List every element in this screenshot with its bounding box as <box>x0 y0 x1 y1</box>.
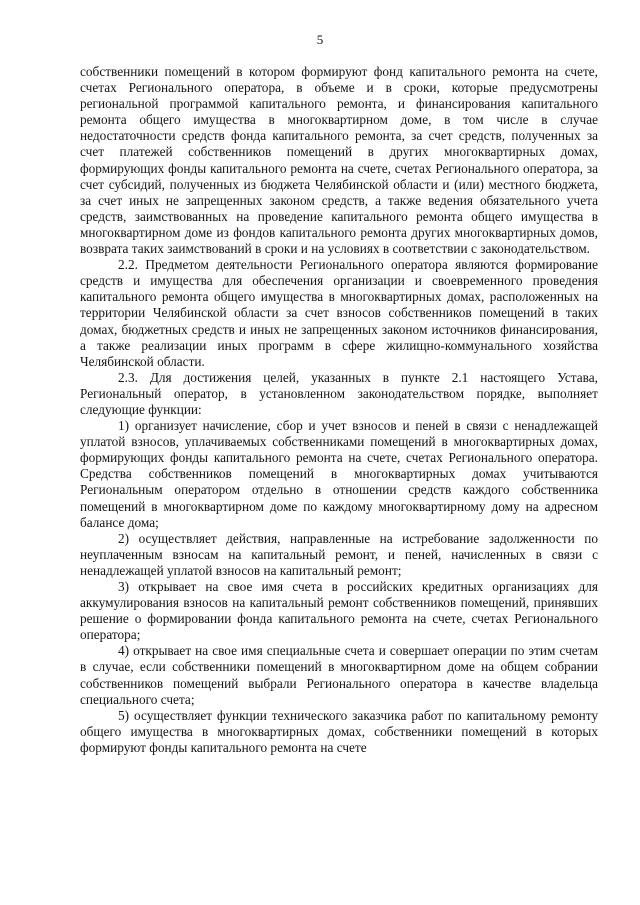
paragraph-continuation: собственники помещений в котором формируют фонд капитального ремонта на счете, счетах Регионального оператора, в объеме и в сроки, которые предусмотрены региональной программой капитального ремонта, и финансирования капитального ремонта общего имущества в многоквартирном доме, в том числе в случае недостаточности средств фонда капитального ремонта, за счет средств, полученных за счет платежей собственников помещений в других многоквартирных домах, формирующих фонды капитального ремонта на счете, счетах Регионального оператора, за счет субсидий, полученных из бюджета Челябинской области и (или) местного бюджета, за счет иных не запрещенных законом средств, а также ведения обязательного учета средств, заимствованных на проведение капитального ремонта общего имущества в многоквартирном доме из фондов капитального ремонта других многоквартирных домов, возврата таких заимствований в сроки и на условиях в соответствии с законодательством. <box>80 64 598 257</box>
paragraph-2-2: 2.2. Предметом деятельности Регионального оператора являются формирование средств и имущества для обеспечения организации и своевременного проведения капитального ремонта общего имущества в многоквартирных домах, расположенных на территории Челябинской области за счет взносов собственников помещений в таких домах, бюджетных средств и иных не запрещенных законом источников финансирования, а также реализации иных программ в сфере жилищно-коммунального хозяйства Челябинской области. <box>80 257 598 369</box>
document-body <box>80 64 598 756</box>
paragraph-2-3: 2.3. Для достижения целей, указанных в пункте 2.1 настоящего Устава, Региональный оператор, в установленном законодательством порядке, выполняет следующие функции: <box>80 369 598 417</box>
list-item-2: 2) осуществляет действия, направленные на истребование задолженности по неуплаченным взносам на капитальный ремонт, и пеней, начисленных в связи с ненадлежащей уплатой взносов на капитальный ремонт; <box>80 530 598 578</box>
list-item-3: 3) открывает на свое имя счета в российских кредитных организациях для аккумулирования взносов на капитальный ремонт собственников помещений, принявших решение о формировании фонда капитального ремонта на счете, счетах Регионального оператора; <box>80 579 598 643</box>
page-number: 5 <box>316 32 324 47</box>
list-item-4: 4) открывает на свое имя специальные счета и совершает операции по этим счетам в случае, если собственники помещений в многоквартирном доме на общем собрании собственников помещений выбрали Регионального оператора в качестве владельца специального счета; <box>80 643 598 707</box>
list-item-1: 1) организует начисление, сбор и учет взносов и пеней в связи с ненадлежащей уплатой взносов, уплачиваемых собственниками помещений в многоквартирных домах, формирующих фонды капитального ремонта на счете, счетах Регионального оператора. Средства собственников помещений в многоквартирных домах учитываются Региональным оператором отдельно в отношении средств каждого собственника помещений в многоквартирном доме по каждому многоквартирному дому на адресном балансе дома; <box>80 418 598 530</box>
list-item-5: 5) осуществляет функции технического заказчика работ по капитальному ремонту общего имущества в многоквартирных домах, собственники помещений в которых формируют фонды капитального ремонта на счете <box>80 707 598 755</box>
